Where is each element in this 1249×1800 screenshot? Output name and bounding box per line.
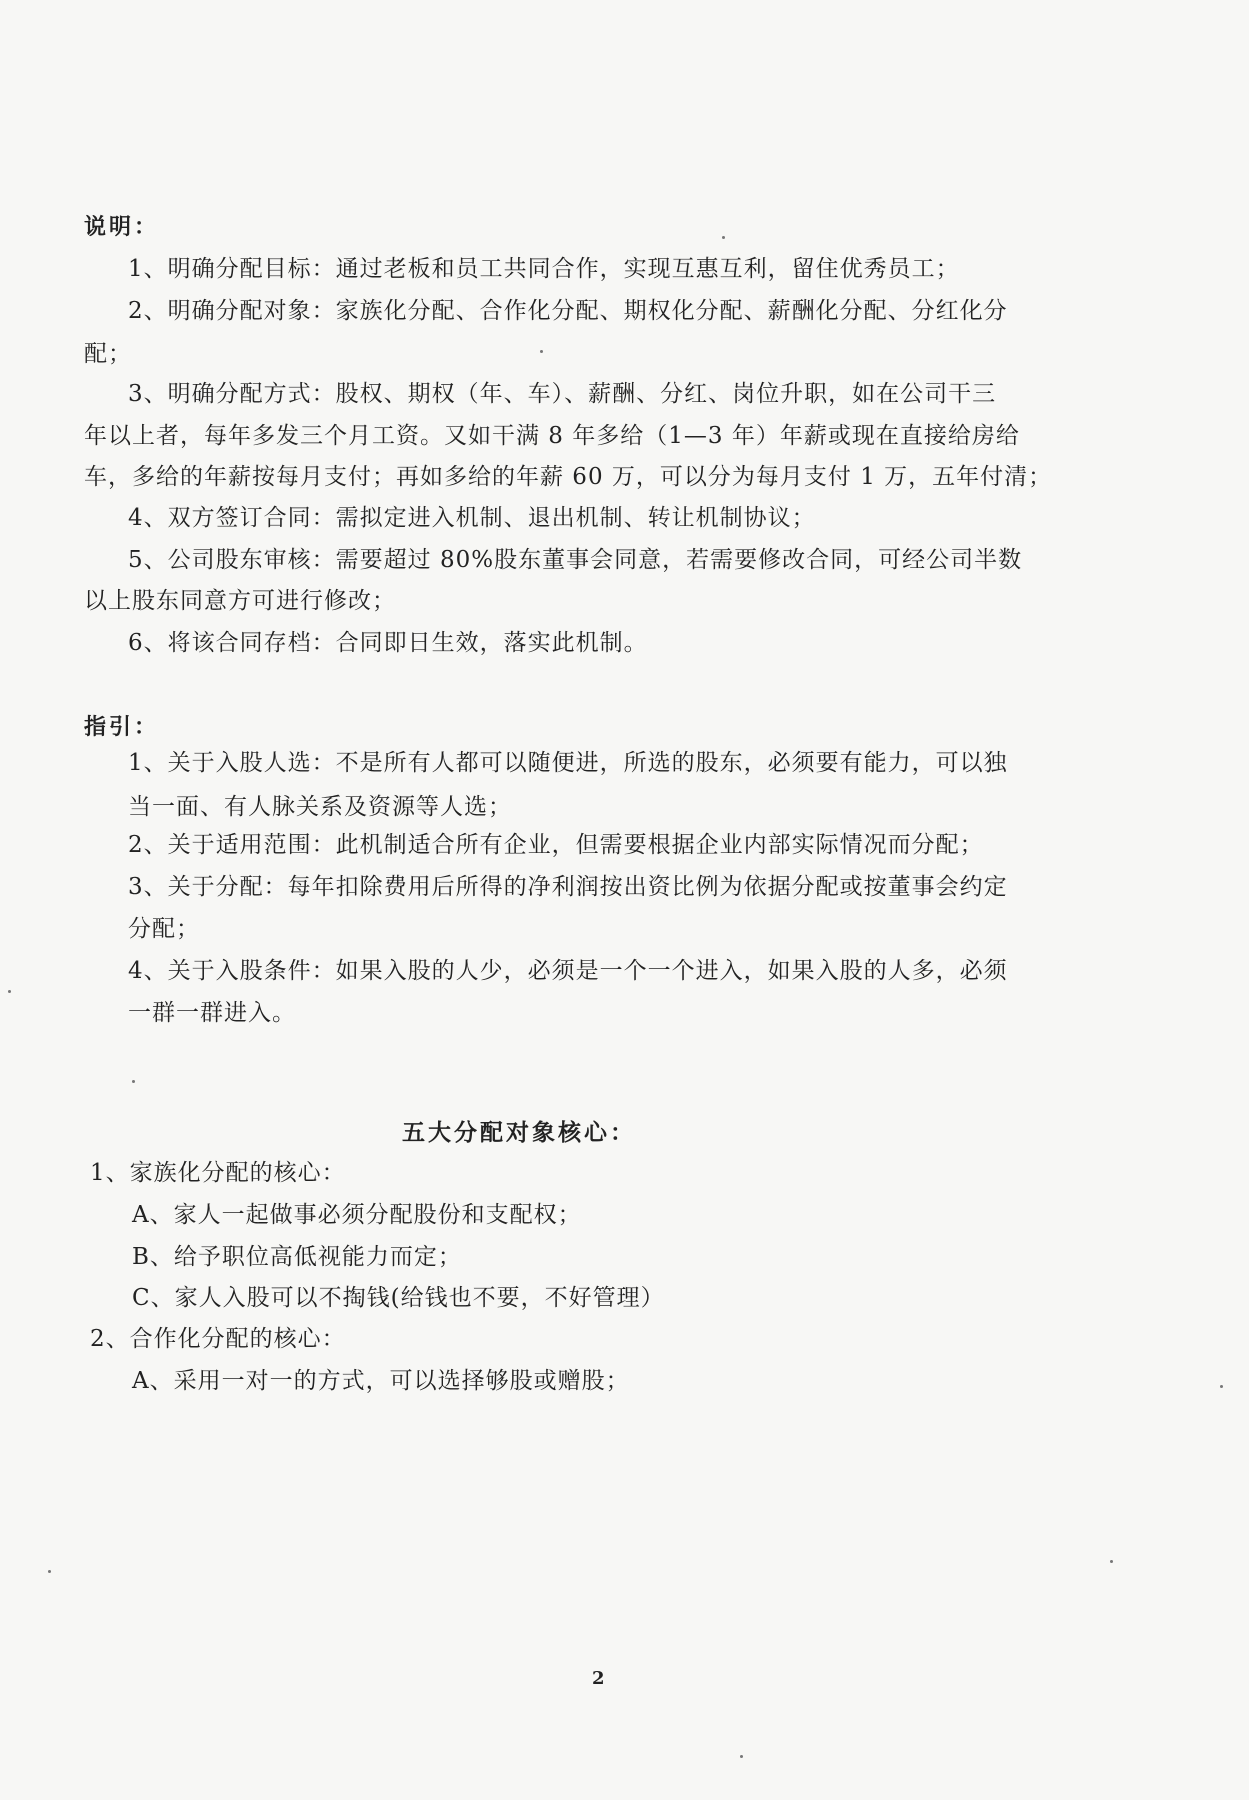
shuoming-line-10: 6、将该合同存档：合同即日生效，落实此机制。: [128, 630, 648, 656]
scan-speck: [1110, 1560, 1113, 1563]
core-line-2: A、家人一起做事必须分配股份和支配权；: [132, 1202, 582, 1228]
shuoming-line-3: 配；: [84, 341, 132, 367]
section-heading-shuoming: 说明：: [84, 214, 160, 240]
scan-speck: [540, 350, 543, 353]
shuoming-line-6: 车，多给的年薪按每月支付；再如多给的年薪 60 万，可以分为每月支付 1 万，五年付清；: [84, 464, 1053, 490]
core-line-3: B、给予职位高低视能力而定；: [132, 1244, 462, 1270]
zhiyin-line-6: 4、关于入股条件：如果入股的人少，必须是一个一个进入，如果入股的人多，必须: [128, 958, 1008, 984]
scan-speck: [722, 236, 725, 239]
shuoming-line-4: 3、明确分配方式：股权、期权（年、车）、薪酬、分红、岗位升职，如在公司干三: [128, 381, 997, 407]
shuoming-line-8: 5、公司股东审核：需要超过 80%股东董事会同意，若需要修改合同，可经公司半数: [128, 547, 1023, 573]
core-line-1: 1、家族化分配的核心：: [90, 1160, 346, 1186]
core-line-6: A、采用一对一的方式，可以选择够股或赠股；: [132, 1368, 630, 1394]
shuoming-line-9: 以上股东同意方可进行修改；: [84, 588, 396, 614]
shuoming-line-1: 1、明确分配目标：通过老板和员工共同合作，实现互惠互利，留住优秀员工；: [128, 256, 960, 282]
core-section-title: 五大分配对象核心：: [402, 1119, 636, 1146]
scan-speck: [132, 1080, 135, 1083]
core-line-5: 2、合作化分配的核心：: [90, 1326, 346, 1352]
scan-speck: [740, 1755, 743, 1758]
scan-speck: [1220, 1385, 1223, 1388]
shuoming-line-2: 2、明确分配对象：家族化分配、合作化分配、期权化分配、薪酬化分配、分红化分: [128, 298, 1008, 324]
zhiyin-line-2: 当一面、有人脉关系及资源等人选；: [128, 794, 512, 820]
scan-speck: [48, 1570, 51, 1573]
zhiyin-line-4: 3、关于分配：每年扣除费用后所得的净利润按出资比例为依据分配或按董事会约定: [128, 874, 1008, 900]
zhiyin-line-1: 1、关于入股人选：不是所有人都可以随便进，所选的股东，必须要有能力，可以独: [128, 750, 1008, 776]
section-heading-zhiyin: 指引：: [84, 714, 160, 740]
core-line-4: C、家人入股可以不掏钱(给钱也不要，不好管理）: [132, 1285, 665, 1311]
shuoming-line-7: 4、双方签订合同：需拟定进入机制、退出机制、转让机制协议；: [128, 505, 816, 531]
scan-speck: [8, 990, 11, 993]
zhiyin-line-5: 分配；: [128, 916, 200, 942]
zhiyin-line-3: 2、关于适用范围：此机制适合所有企业，但需要根据企业内部实际情况而分配；: [128, 832, 984, 858]
shuoming-line-5: 年以上者，每年多发三个月工资。又如干满 8 年多给（1—3 年）年薪或现在直接给房给: [84, 423, 1020, 449]
zhiyin-line-7: 一群一群进入。: [128, 1000, 296, 1026]
page-number: 2: [592, 1668, 605, 1689]
